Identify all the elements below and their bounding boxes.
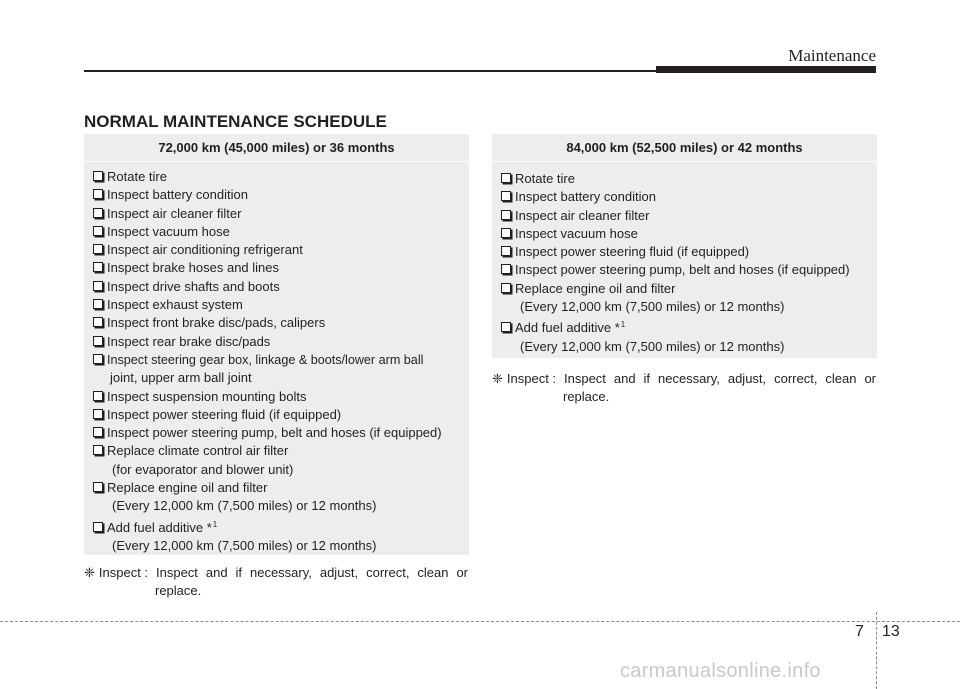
checkbox-icon: [93, 427, 103, 437]
checklist-item: Inspect vacuum hose: [501, 225, 869, 243]
page-heading: NORMAL MAINTENANCE SCHEDULE: [84, 112, 387, 131]
checklist-item-continuation: (Every 12,000 km (7,500 miles) or 12 months): [520, 299, 785, 315]
checklist-item: Add fuel additive *$^1$: [93, 516, 461, 537]
checklist-item-continuation: (for evaporator and blower unit): [112, 461, 294, 477]
checkbox-icon: [93, 409, 103, 419]
checklist-item: Inspect steering gear box, linkage & boots/lower arm ball: [93, 351, 461, 369]
checklist-item: Replace climate control air filter: [93, 442, 461, 460]
note-symbol-icon: ❈: [492, 371, 503, 386]
checkbox-icon: [93, 522, 103, 532]
footer-divider: [876, 612, 877, 689]
checklist-item: Inspect drive shafts and boots: [93, 278, 461, 296]
checklist-item: Inspect battery condition: [501, 188, 869, 206]
checklist-item: Add fuel additive *$^1$: [501, 316, 869, 337]
checklist-item-continuation: (Every 12,000 km (7,500 miles) or 12 months): [112, 537, 377, 553]
checklist: [84, 162, 469, 555]
box-title: 84,000 km (52,500 miles) or 42 months: [492, 134, 877, 162]
checkbox-icon: [93, 391, 103, 401]
checklist-item: Rotate tire: [501, 170, 869, 188]
checklist-item: Inspect battery condition: [93, 186, 461, 204]
checkbox-icon: [93, 299, 103, 309]
checklist-item: Inspect power steering fluid (if equipped): [501, 243, 869, 261]
schedule-box-72000km: [84, 134, 469, 555]
checkbox-icon: [93, 354, 103, 364]
chapter-number: 7: [855, 623, 864, 640]
checklist-item: Inspect suspension mounting bolts: [93, 388, 461, 406]
checklist-item-continuation: (Every 12,000 km (7,500 miles) or 12 months): [520, 338, 785, 354]
checkbox-icon: [501, 191, 511, 201]
checkbox-icon: [93, 226, 103, 236]
checkbox-icon: [93, 208, 103, 218]
checkbox-icon: [501, 283, 511, 293]
inspect-note: [84, 564, 468, 600]
checkbox-icon: [93, 189, 103, 199]
checklist-item: Inspect brake hoses and lines: [93, 259, 461, 277]
box-title: 72,000 km (45,000 miles) or 36 months: [84, 134, 469, 162]
checkbox-icon: [93, 336, 103, 346]
page-number: 13: [882, 623, 900, 640]
checklist-item: Inspect rear brake disc/pads: [93, 333, 461, 351]
inspect-note: [492, 370, 876, 406]
footer-rule: [0, 621, 960, 622]
header-rule-thin: [84, 70, 656, 72]
checklist-item: Inspect power steering fluid (if equipped): [93, 406, 461, 424]
checkbox-icon: [501, 246, 511, 256]
checklist-item: Inspect air conditioning refrigerant: [93, 241, 461, 259]
note-symbol-icon: ❈: [84, 565, 95, 580]
checklist-item: Inspect air cleaner filter: [93, 205, 461, 223]
checkbox-icon: [93, 171, 103, 181]
header-rule-thick: [656, 66, 876, 73]
footnote-marker: 1: [620, 320, 626, 330]
checklist-item: Replace engine oil and filter: [93, 479, 461, 497]
section-title: Maintenance: [788, 46, 876, 65]
checkbox-icon: [501, 264, 511, 274]
note-line: replace.: [155, 583, 202, 598]
checklist: [492, 162, 877, 356]
checkbox-icon: [501, 322, 511, 332]
checklist-item: Rotate tire: [93, 168, 461, 186]
checklist-item: Replace engine oil and filter: [501, 280, 869, 298]
checklist-item-continuation: joint, upper arm ball joint: [110, 370, 252, 386]
checklist-item: Inspect vacuum hose: [93, 223, 461, 241]
checklist-item: Inspect front brake disc/pads, calipers: [93, 314, 461, 332]
checkbox-icon: [93, 244, 103, 254]
watermark: carmanualsonline.info: [620, 660, 821, 682]
note-line: ❈ Inspect : Inspect and if necessary, adjust, correct, clean or: [492, 371, 876, 386]
note-line: ❈ Inspect : Inspect and if necessary, adjust, correct, clean or: [84, 565, 468, 580]
checkbox-icon: [501, 173, 511, 183]
note-line: replace.: [563, 389, 610, 404]
checklist-item: Inspect air cleaner filter: [501, 207, 869, 225]
checkbox-icon: [93, 482, 103, 492]
checklist-item-continuation: (Every 12,000 km (7,500 miles) or 12 months): [112, 498, 377, 514]
checkbox-icon: [93, 317, 103, 327]
checkbox-icon: [501, 210, 511, 220]
checkbox-icon: [93, 281, 103, 291]
checklist-item: Inspect power steering pump, belt and hoses (if equipped): [501, 261, 869, 279]
checklist-item: Inspect exhaust system: [93, 296, 461, 314]
schedule-box-84000km: [492, 134, 877, 358]
checklist-item: Inspect power steering pump, belt and hoses (if equipped): [93, 424, 461, 442]
footnote-marker: 1: [212, 519, 218, 529]
checkbox-icon: [501, 228, 511, 238]
checkbox-icon: [93, 262, 103, 272]
checkbox-icon: [93, 445, 103, 455]
